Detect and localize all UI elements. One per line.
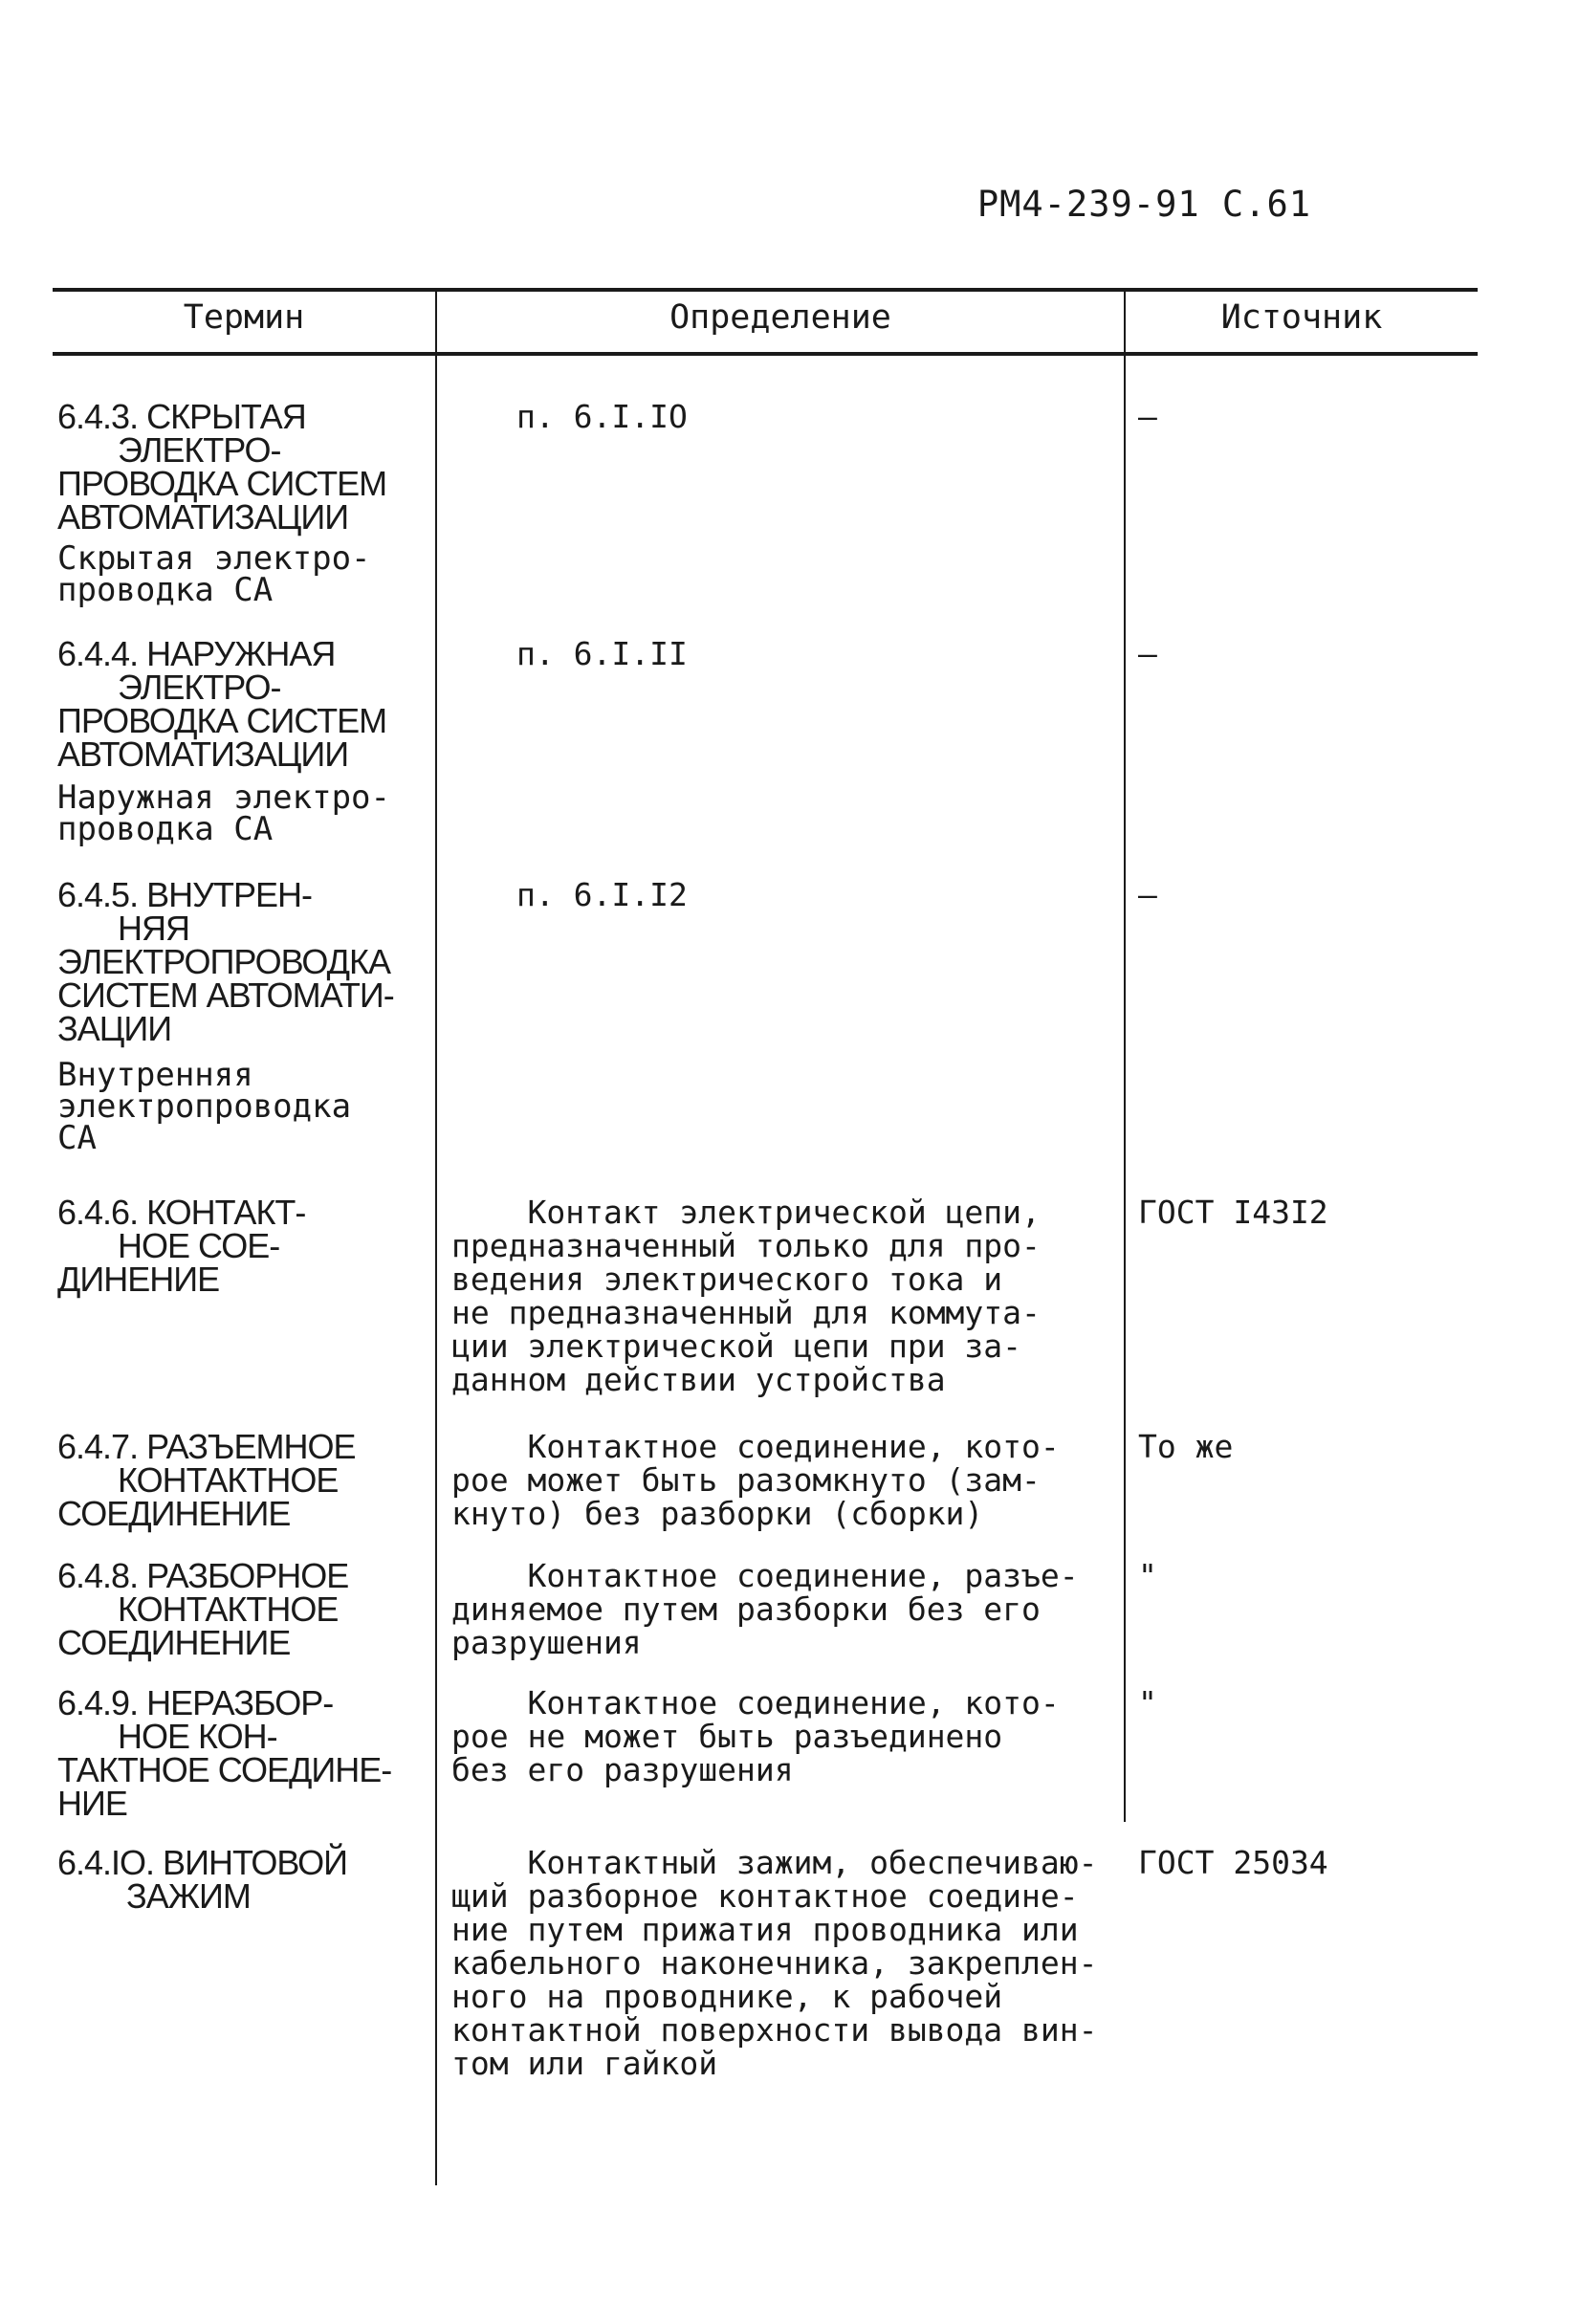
term-6-4-5: 6.4.5. ВНУТРЕН- НЯЯ ЭЛЕКТРОПРОВОДКА СИСТЕМ АВТОМАТИ- ЗАЦИИ <box>57 875 394 1048</box>
column-header-source: Источник <box>1220 298 1383 337</box>
term-6-4-8: 6.4.8. РАЗБОРНОЕ КОНТАКТНОЕ СОЕДИНЕНИЕ <box>57 1556 349 1662</box>
term-6-4-9: 6.4.9. НЕРАЗБОР- НОЕ КОН- ТАКТНОЕ СОЕДИНЕ- НИЕ <box>57 1683 392 1823</box>
source-6-4-6: ГОСТ I43I2 <box>1138 1194 1328 1231</box>
column-divider-1 <box>435 292 437 2185</box>
source-6-4-10: ГОСТ 25034 <box>1138 1844 1328 1881</box>
definition-6-4-6: Контакт электрической цепи, предназначенный только для про- ведения электрического тока и не предназначенный для коммута- ции электрической цепи при за- данном действии устройства <box>451 1194 1041 1398</box>
page-reference: РМ4-239-91 С.61 <box>976 184 1311 225</box>
definition-6-4-9: Контактное соединение, кото- рое не может быть разъединено без его разрушения <box>451 1684 1060 1788</box>
term-6-4-6: 6.4.6. КОНТАКТ- НОЕ СОЕ- ДИНЕНИЕ <box>57 1193 306 1299</box>
term-6-4-7: 6.4.7. РАЗЪЕМНОЕ КОНТАКТНОЕ СОЕДИНЕНИЕ <box>57 1427 356 1533</box>
definition-6-4-8: Контактное соединение, разъе- диняемое путем разборки без его разрушения <box>451 1557 1079 1661</box>
definition-6-4-10: Контактный зажим, обеспечиваю- щий разборное контактное соедине- ние путем прижатия проводника или кабельного наконечника, закреплен- ного на проводнике, к рабочей контактной поверхности вывода вин- том или гайкой <box>451 1844 1098 2082</box>
definition-6-4-4: п. 6.I.II <box>516 635 688 672</box>
source-6-4-5: – <box>1138 876 1157 913</box>
table-header-rule <box>53 352 1478 356</box>
term-6-4-4: 6.4.4. НАРУЖНАЯ ЭЛЕКТРО- ПРОВОДКА СИСТЕМ АВТОМАТИЗАЦИИ <box>57 634 387 774</box>
column-divider-2 <box>1124 292 1126 1822</box>
term-6-4-3: 6.4.3. СКРЫТАЯ ЭЛЕКТРО- ПРОВОДКА СИСТЕМ АВТОМАТИЗАЦИИ <box>57 397 387 537</box>
source-6-4-8: " <box>1138 1557 1157 1594</box>
short-term-6-4-4: Наружная электро- проводка СА <box>57 778 390 848</box>
source-6-4-9: " <box>1138 1684 1157 1721</box>
source-6-4-3: – <box>1138 398 1157 435</box>
source-6-4-4: – <box>1138 635 1157 672</box>
term-6-4-10: 6.4.IO. ВИНТОВОЙ ЗАЖИМ <box>57 1843 348 1916</box>
short-term-6-4-3: Скрытая электро- проводка СА <box>57 539 371 609</box>
definition-6-4-5: п. 6.I.I2 <box>516 876 688 913</box>
short-term-6-4-5: Внутренняя электропроводка СА <box>57 1056 352 1157</box>
source-6-4-7: То же <box>1138 1428 1234 1465</box>
definition-6-4-7: Контактное соединение, кото- рое может быть разомкнуто (зам- кнуто) без разборки (сборки) <box>451 1428 1060 1532</box>
table-top-rule <box>53 288 1478 292</box>
column-header-term: Термин <box>183 298 305 337</box>
definition-6-4-3: п. 6.I.IO <box>516 398 688 435</box>
column-header-definition: Определение <box>669 298 891 337</box>
